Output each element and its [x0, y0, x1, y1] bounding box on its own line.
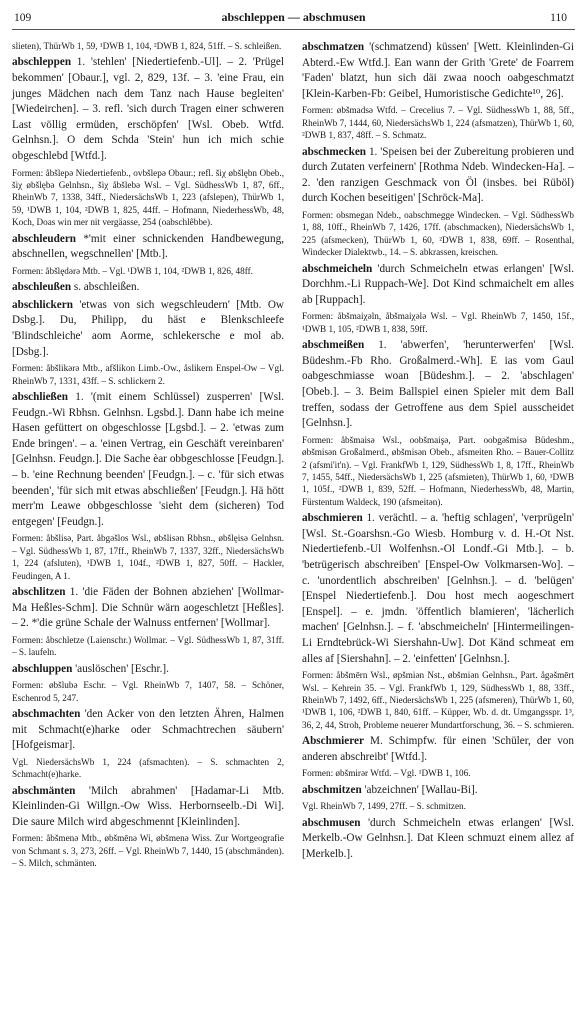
headword: abschmänten [12, 784, 76, 797]
definition-text: 1. 'stehlen' [Niedertiefenb.-Ul]. – 2. 'Prügel bekommen' [Obaur.], vgl. 2, 829, 13f. – 3. 'eine Frau, ein junges Mädchen nach dem Tanz nach Hause begleiten' [Wiedeirchen]. – 3. refl. 'sich durch Tragen einer schweren Last völlig ermüden, erschöpfen' [Wsl. Obeb. Wtfd. Gelnhsn.]. O dem Schda 'Stein' hun ich mich schie obgeschlebd [Wtfd.]. [12, 56, 284, 162]
definition-text: 1. verächtl. – a. 'heftig schlagen', 'verprügeln' [Wsl. St.-Goarshsn.-Go Wiesb. Homburg v. d. H.-Ot Nst. Niedertiefenb.-Ul Wolfenhsn.-Ol Londf.-Gi Mtb.]. – b. 'betrügerisch abschreiben' [Enspel-Ow Volkmarsen-Wo]. – c. 'unordentlich abschreiben' [Gelnhsn.]. – d. 'belügen' [Enspel Niedertiefenb.]. Dou host mech aogeschmert [Enspel]. – e. jmdn. 'öffentlich blamieren', 'lächerlich machen' [Gelnhsn.]. – f. 'abschmeicheln' [Hintermeilingen-Li Erndtebrück-Wi Siershahn-Uw]. Dot Känd schmeat em alles af [Siershahn]. – 2. 'einfetten' [Gelnhsn.]. [302, 512, 574, 665]
headword: abschmeißen [302, 339, 365, 352]
definition-text: 'Milch abrahmen' [Hadamar-Li Mtb. Kleinlinden-Gi Willgn.-Ow Wiss. Herbornseelb.-Di Wi]. Die saure Milch wird abgeschmennt [Kleinlinden]. [12, 784, 284, 828]
dictionary-entry [12, 662, 284, 678]
headword: abschleppen [12, 56, 72, 69]
dictionary-entry [12, 707, 284, 754]
definition-text: 1. 'die Fäden der Bohnen abziehen' [Wollmar-Ma Heßles-Schm]. Die Schnür wärn aogeschletzt [Heßles]. – 2. *'die grüne Schale der Walnuss entfernen' [Wollmar]. [12, 585, 284, 630]
definition-text: 'durch Schmeicheln etwas erlangen' [Wsl. Dorchhm.-Li Ruppach-We]. Dot Kind schmaichelt em alles ab [Ruppach]. [302, 262, 574, 306]
definition-text: '(schmatzend) küssen' [Wett. Kleinlinden-Gi Abterd.-Ew Wtfd.]. Ean wann der Grith 'Grete' de Foarrem 'Faden' blatzt, hun sich däi zwaa nooch oabgeschmatzt [Klein-Karben-Fb: Geibel, Humoristische Gedichte¹⁰, 26]. [302, 41, 574, 100]
forms-note: Formen: åbšmenə Mtb., øbšmēnə Wi, øbšmenə Wiss. Zur Wortgeografie von Schmant s. 3, 273, 26ff. – Vgl. RheinWb 7, 1440, 15 (abschmänden). – S. Milch, schmänten. [12, 833, 284, 869]
header-rule [12, 29, 575, 30]
forms-note: Formen: åbschletze (Laienschr.) Wollmar. – Vgl. SüdhessWb 1, 87, 31ff. – S. laufeln. [12, 634, 284, 658]
headword: abschmatzen [302, 41, 365, 53]
headword: abschmecken [302, 145, 367, 158]
dictionary-entry [302, 145, 574, 207]
dictionary-entry [302, 816, 574, 863]
forms-note: Formen: åbšmaiχəln, åbšmaiχələ Wsl. – Vgl. RheinWb 7, 1450, 15f., ¹DWB 1, 105, ²DWB 1, 838, 59ff. [302, 311, 574, 334]
dictionary-entry [12, 298, 284, 360]
forms-note: Formen: øbšmirər Wtfd. – Vgl. ¹DWB 1, 106. [302, 768, 471, 779]
right-column [302, 40, 574, 865]
dictionary-entry [12, 390, 284, 530]
dictionary-entry [302, 734, 574, 765]
dictionary-entry [302, 40, 574, 102]
definition-text: M. Schimpfw. für einen 'Schüler, der von anderen abschreibt' [Wtfd.]. [302, 735, 574, 763]
forms-note: Formen: åbšlikərə Mtb., afšlikon Limb.-Ow., åslikern Enspel-Ow – Vgl. RheinWb 7, 1331, 43ff. – S. schlickern 2. [12, 363, 284, 386]
forms-note: Formen: øbšlubə Eschr. – Vgl. RheinWb 7, 1407, 58. – Schöner, Eschenrod 5, 247. [12, 680, 284, 703]
headword: abschleudern [12, 232, 77, 245]
forms-note: slieten), ThürWb 1, 59, ¹DWB 1, 104, ²DWB 1, 824, 51ff. – S. schleißen. [12, 41, 282, 51]
definition-text: 'etwas von sich wegschleudern' [Mtb. Ow Dsbg.]. Du, Philipp, du häst e Blenkschleefe 'Blindschleiche' aom Aorme, schlekersche e mol ab. [Dsbg.]. [12, 298, 284, 358]
forms-note: Formen: åbšlędərə Mtb. – Vgl. ¹DWB 1, 104, ²DWB 1, 826, 48ff. [12, 265, 253, 276]
forms-note: Formen: øbšmadsə Wtfd. – Crecelius 7. – Vgl. SüdhessWb 1, 88, 5ff., RheinWb 7, 1444, 60, NiedersächsWb 1, 224 (afsmatzen), ThürWb 1, 60, ²DWB 1, 837, 48ff. – S. Schmatz. [302, 105, 574, 141]
left-column [12, 40, 284, 873]
forms-note: Formen: obsmegan Ndeb., oabschmegge Windecken. – Vgl. SüdhessWb 1, 88, 10ff., RheinWb 7, 1426, 17ff. (abschmacken), NiedersächsWb 1, 225 (afsmecken), ThürWb 1, 60, ²DWB 1, 838, 69ff. – Rosenthal, Windecker Dialektwb., 14. – S. abkrassen, kreischen. [302, 209, 574, 258]
dictionary-entry [302, 338, 574, 432]
headword: abschluppen [12, 662, 73, 675]
headword: abschlitzen [12, 585, 66, 598]
headword: abschmusen [302, 816, 361, 829]
dictionary-entry [12, 585, 284, 632]
definition-text: 'durch Schmeicheln etwas erlangen' [Wsl. Merkelb.-Ow Gelnhsn.]. Dat Kleen schmuzt einem allez af [Merkelb.]. [302, 816, 574, 860]
forms-note: Vgl. RheinWb 7, 1499, 27ff. – S. schmitzen. [302, 801, 466, 812]
dictionary-entry [12, 280, 284, 296]
forms-note: Formen: åbšmērn Wsl., øpšmiən Nst., øbšmiən Gelnhsn., Part. ågəšmērt Wsl. – Kehrein 35. – Vgl. FrankfWb 1, 129, SüdhessWb 1, 88, 33ff., RheinWb 7, 1492, 6ff., NiedersächsWb 1, 225 (afsmeren), ThürWb 1, 60, ¹DWB 1, 106, ²DWB 1, 840, 61ff. – Küpper, Wb. d. dt. Umgangsspr. 1³, 36, 2, 44, Stroh, Probleme neuerer Mundartforschung, 36. – S. schmieren. [302, 670, 575, 730]
headword: abschmieren [302, 512, 363, 525]
dictionary-entry [302, 262, 574, 309]
definition-text: 1. 'Speisen bei der Zubereitung probieren und durch Zutaten verfeinern' [Rothma Ndeb. Windecken-Ha]. – 2. 'den ranzigen Geschmack von Öl (insbes. bei Rüböl) durch Kochen beseitigen' [Schröck-Ma]. [302, 145, 574, 205]
headword: abschmitzen [302, 783, 362, 796]
definition-text: s. abschleißen. [71, 281, 140, 294]
running-header [0, 10, 587, 28]
definition-text: 'abzeichnen' [Wallau-Bi]. [361, 783, 478, 796]
forms-note: Formen: åbšlepə Niedertiefenb., ovbšlepə Obaur.; refl. šiχ øbšlębn Obeb., šiχ øbšlębə Gelnhsn., šiχ åbšlebə Wsl. – Vgl. SüdhessWb 1, 87, 6ff., RheinWb 7, 1338, 34ff., NiedersächsWb 1, 223 (afslepen), ThürWb 1, 59, ¹DWB 1, 104, ²DWB 1, 825, 44ff. – Hofmann, NiederhessWb, 48, Koch, Doas win mer nit vergäasse, 254 (oabschlêbbe). [12, 167, 284, 228]
page-number-right: 110 [550, 12, 567, 24]
definition-text: 'auslöschen' [Eschr.]. [72, 662, 169, 675]
forms-note: Vgl. NiedersächsWb 1, 224 (afsmachten). – S. schmachten 2, Schmacht(e)harke. [12, 756, 284, 780]
dictionary-entry [12, 232, 284, 263]
headword: abschließen [12, 390, 68, 403]
dictionary-entry [302, 783, 574, 799]
dictionary-entry [302, 511, 574, 667]
forms-note: Formen: åbšlisə, Part. åbgəšlos Wsl., øbšlisən Rbhsn., øbšlęisə Gelnhsn. – Vgl. SüdhessWb 1, 87, 17ff., RheinWb 7, 1337, 32ff., NiedersächsWb 1, 224 (afsluten), ¹DWB 1, 104f., ²DWB 1, 827, 50ff. – Hackler, Feudingen, A 1. [12, 533, 284, 581]
headword: abschmachten [12, 707, 81, 720]
forms-note: Formen: åbšmaisə Wsl., oobšmaişə, Part. oobgəšmisə Büdeshm., øbšmisən Großalmerd., øbšmisən Obeb., afsmeiten Rho. – Bauer-Collitz 2 (afsmi'it'n). – Vgl. FrankfWb 1, 129, SüdhessWb 1, 8, 17ff., RheinWb 7, 1455, 54ff., NiedersächsWb 1, 225 (afsmieten), ThürWb 1, 60, ¹DWB 1, 105f., ²DWB 1, 839, 52ff. – Hofmann, NiederhessWb, 48, Martin, Fürstentum Waldeck, 190 (afsmeitən). [302, 434, 574, 507]
headword: Abschmierer [302, 735, 364, 748]
definition-text: *'mit einer schnickenden Handbewegung, abschnellen, wegschnellen' [Mtb.]. [12, 232, 284, 261]
definition-text: 'den Acker von den letzten Ähren, Halmen mit Schmacht(e)harke oder Schmachtrechen säubern' [Hofgeismar]. [12, 707, 284, 752]
dictionary-entry [12, 784, 284, 831]
headword: abschmeicheln [302, 262, 373, 275]
page-title: abschleppen — abschmusen [221, 10, 366, 24]
headword: abschlickern [12, 298, 73, 311]
headword: abschleußen [12, 281, 72, 294]
dictionary-entry [12, 55, 284, 164]
definition-text: 1. 'abwerfen', 'herunterwerfen' [Wsl. Büdeshm.-Fb Rho. Großalmerd.-Wh]. E ias vom Gaul oabgeschmiasse woan [Büdeshm.]. – 2. 'abschlagen' [Obeb.]. – 3. Beim Ballspiel einen Spieler mit dem Ball treffen, sodass der Getroffene aus dem Spiel ausscheidet [Gelnhsn.]. [302, 339, 574, 430]
definition-text: 1. '(mit einem Schlüssel) zusperren' [Wsl. Feudgn.-Wi Rbhsn. Gelnhsn. Lgsbd.]. Dann habe ich meine Hasen gefüttert on obgeschlosse [Lgsbd.]. – 2. 'etwas zum Ende bringen'. – a. 'einen Vertrag, ein Geschäft vereinbaren' [Gelnhsn. Feudgn.]. Die Sache èar obbgeschlosse [Feudgn.]. – b. 'eine Rechnung beenden' [Feudgn.]. – c. 'für sich etwas beenden', 'für sich mit etwas abschließen' [Feudgn.]. Hä hött merr'm Leawe obbgeschlosse 'sieht dem (sicheren) Tod entgegen' [Feudgn.]. [12, 390, 284, 528]
page-number-left: 109 [14, 12, 32, 24]
